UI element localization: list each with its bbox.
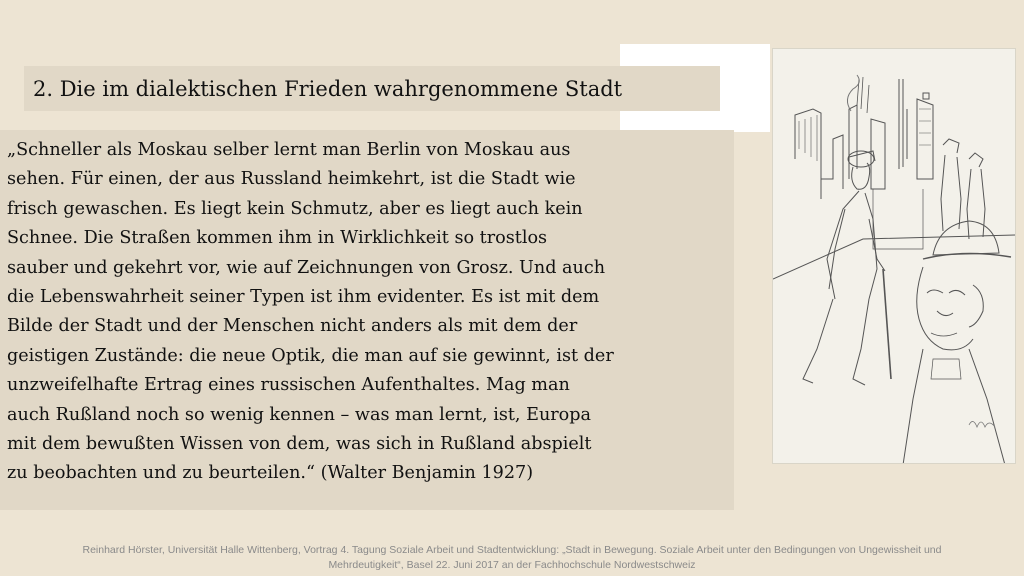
- grosz-drawing-sketch: [773, 49, 1016, 464]
- footer: [0, 543, 1024, 573]
- slide-title: 2. Die im dialektischen Frieden wahrgenommene Stadt: [33, 76, 623, 101]
- title-box: [24, 66, 720, 111]
- grosz-drawing: [772, 48, 1016, 464]
- footer-line-1: Reinhard Hörster, Universität Halle Wittenberg, Vortrag 4. Tagung Soziale Arbeit und Stadtentwicklung: „Stadt in Bewegung. Soziale Arbeit unter den Bedingungen von Ungewissheit und: [82, 544, 942, 556]
- quote-text: „Schneller als Moskau selber lernt man Berlin von Moskau aus sehen. Für einen, der aus Russland heimkehrt, ist die Stadt wie frisch gewaschen. Es liegt kein Schmutz, aber es liegt auch kein Schnee. Die Straßen kommen ihm in Wirklichkeit so trostlos sauber und gekehrt vor, wie auf Zeichnungen von Grosz. Und auch die Lebenswahrheit seiner Typen ist ihm evidenter. Es ist mit dem Bilde der Stadt und der Menschen nicht anders als mit dem der geistigen Zustände: die neue Optik, die man auf sie gewinnt, ist der unzweifelhafte Ertrag eines russischen Aufenthaltes. Mag man auch Rußland noch so wenig kennen – was man lernt, ist, Europa mit dem bewußten Wissen von dem, was sich in Rußland abspielt zu beobachten und zu beurteilen.“ (Walter Benjamin 1927): [7, 140, 614, 484]
- quote-box: [0, 130, 734, 510]
- footer-line-2: Mehrdeutigkeit“, Basel 22. Juni 2017 an der Fachhochschule Nordwestschweiz: [328, 559, 696, 571]
